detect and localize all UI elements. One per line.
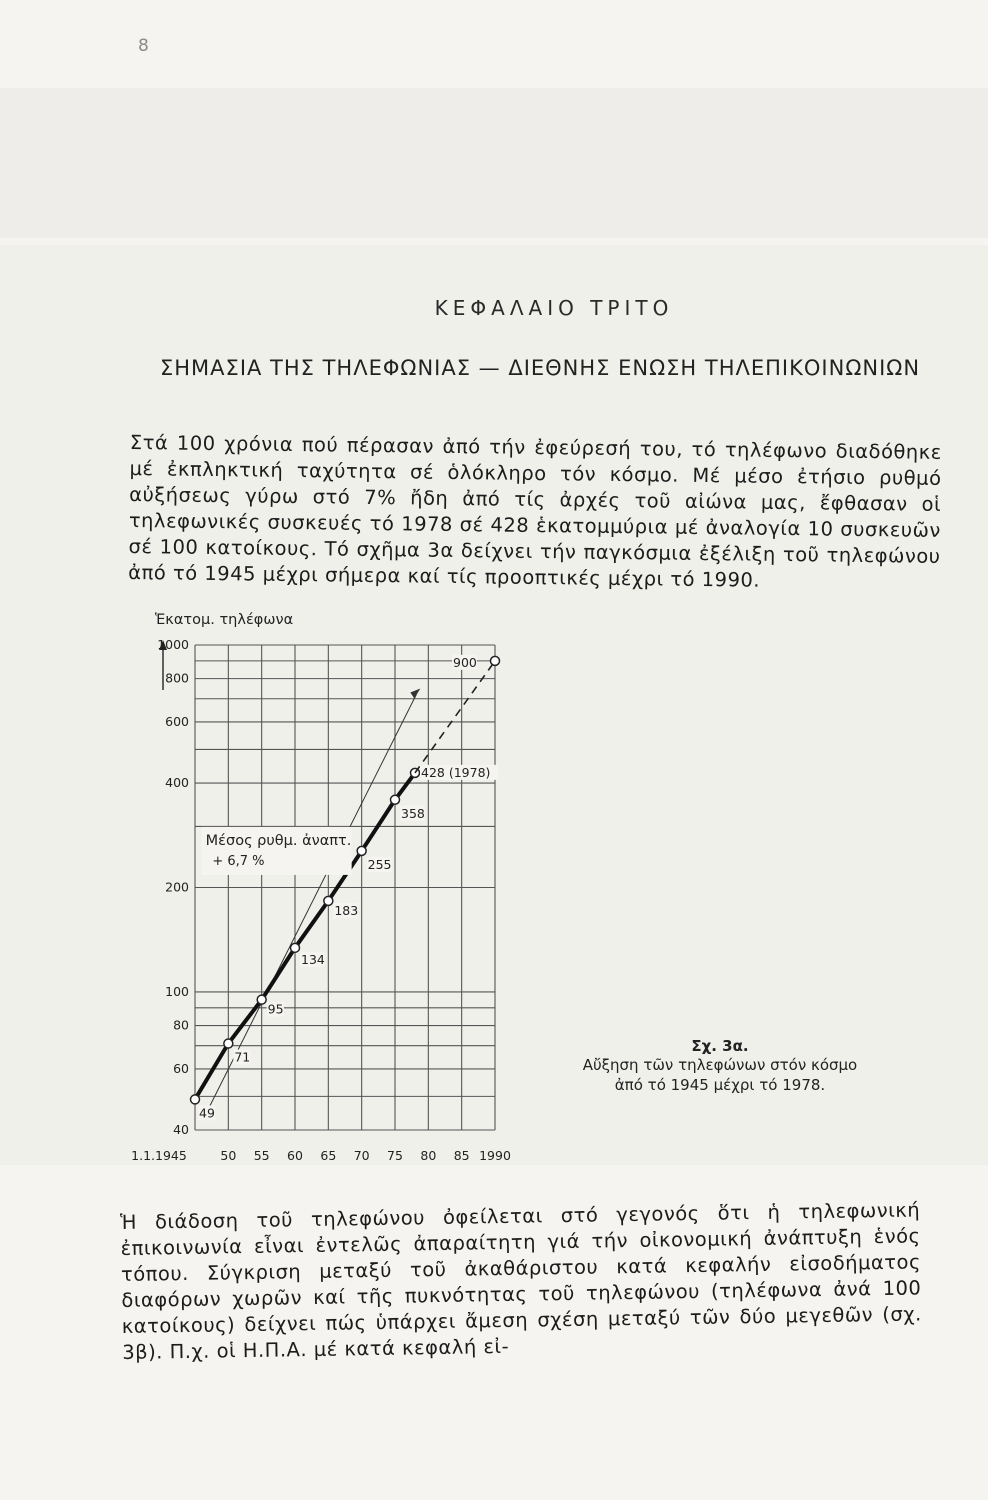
closing-paragraph: Ἡ διάδοση τοῦ τηλεφώνου ὀφείλεται στό γεγονός ὅτι ἡ τηλεφωνική ἐπικοινωνία εἶναι ἐντελῶς ἀπαραίτητη γιά τήν οἰκονομική ἀνάπτυξη ἑνός τόπου. Σύγκριση μεταξύ τοῦ ἀκαθάριστου κατά κεφαλήν εἰσοδήματος διαφόρων χωρῶν καί τῆς πυκνότητας τοῦ τηλεφώνου (τηλέφωνα ἀνά 100 κατοίκους) δείχνει πώς ὑπάρχει ἄμεση σχέση μεταξύ τῶν δύο μεγεθῶν (σχ. 3β). Π.χ. οἱ Η.Π.Α. μέ κατά κεφαλή εἰ- — [120, 1197, 922, 1364]
x-tick-label: 1.1.1945 — [131, 1148, 187, 1163]
y-tick-label: 200 — [165, 879, 189, 895]
chapter-title: ΚΕΦΑΛΑΙΟ ΤΡΙΤΟ — [434, 296, 674, 320]
data-point — [291, 943, 300, 952]
annotation-rate-label: Μέσος ρυθμ. ἀναπτ. — [205, 832, 352, 849]
x-tick-label: 60 — [287, 1148, 303, 1163]
bleed-through-region — [0, 88, 988, 238]
x-tick-label: 70 — [353, 1148, 370, 1163]
data-label: 49 — [199, 1105, 215, 1121]
data-label: 900 — [453, 654, 477, 670]
chart-grid — [159, 640, 495, 1130]
y-tick-label: 1000 — [157, 637, 189, 652]
caption-line-2: ἀπό τό 1945 μέχρι τό 1978. — [614, 1076, 826, 1094]
y-tick-label: 400 — [165, 775, 189, 791]
data-label: 183 — [334, 902, 359, 918]
x-tick-label: 85 — [453, 1148, 470, 1163]
x-tick-label: 1990 — [479, 1148, 511, 1163]
y-tick-label: 600 — [165, 713, 189, 729]
projection-line — [415, 661, 495, 773]
data-label: 255 — [367, 856, 392, 872]
intro-paragraph: Στά 100 χρόνια πού πέρασαν ἀπό τήν ἐφεύρεσή του, τό τηλέφωνο διαδόθηκε μέ ἐκπληκτική ταχύτητα σέ ὁλόκληρο τόν κόσμο. Μέ μέσο ἐτήσιο ρυθμό αὐξήσεως γύρω στό 7% ἤδη ἀπό τίς ἀρχές τοῦ αἰώνα μας, ἔφθασαν οἱ τηλεφωνικές συσκευές τό 1978 σέ 428 ἑκατομμύρια μέ ἀναλογία 10 συσκευῶν σέ 100 κατοίκους. Τό σχῆμα 3α δείχνει τήν παγκόσμια ἐξέλιξη τοῦ τηλεφώνου ἀπό τό 1945 μέχρι σήμερα καί τίς προοπτικές μέχρι τό 1990. — [128, 430, 942, 592]
data-label: 134 — [301, 951, 325, 967]
data-label: 358 — [401, 805, 425, 821]
y-axis-label: Ἑκατομ. τηλέφωνα — [155, 612, 294, 628]
y-tick-label: 800 — [165, 670, 189, 686]
caption-line-1: Αὔξηση τῶν τηλεφώνων στόν κόσμο — [582, 1056, 858, 1074]
data-point — [224, 1039, 233, 1048]
annotation-rate-value: + 6,7 % — [212, 853, 265, 869]
y-tick-label: 100 — [165, 983, 189, 999]
page-number: 8 — [138, 36, 149, 56]
chart-svg — [131, 600, 530, 1180]
y-tick-label: 60 — [173, 1060, 189, 1076]
data-point — [324, 896, 333, 905]
data-label: 428 (1978) — [421, 764, 491, 780]
x-tick-label: 50 — [220, 1148, 237, 1163]
x-tick-label: 80 — [420, 1148, 437, 1163]
y-tick-label: 80 — [173, 1017, 189, 1033]
chapter-subtitle: ΣΗΜΑΣΙΑ ΤΗΣ ΤΗΛΕΦΩΝΙΑΣ — ΔΙΕΘΝΗΣ ΕΝΩΣΗ ΤΗΛΕΠΙΚΟΙΝΩΝΙΩΝ — [160, 356, 921, 380]
data-label: 95 — [267, 1001, 284, 1017]
x-tick-label: 55 — [253, 1148, 270, 1163]
figure-caption — [560, 1037, 880, 1095]
data-label: 71 — [234, 1049, 251, 1065]
telephone-growth-chart — [131, 600, 530, 1180]
data-point — [257, 995, 266, 1004]
data-point — [491, 656, 500, 665]
data-point — [191, 1095, 200, 1104]
data-point — [391, 795, 400, 804]
caption-title: Σχ. 3α. — [691, 1037, 749, 1055]
data-point — [357, 846, 366, 855]
x-tick-label: 75 — [387, 1148, 403, 1163]
x-tick-label: 65 — [320, 1148, 337, 1163]
y-tick-label: 40 — [173, 1122, 189, 1137]
